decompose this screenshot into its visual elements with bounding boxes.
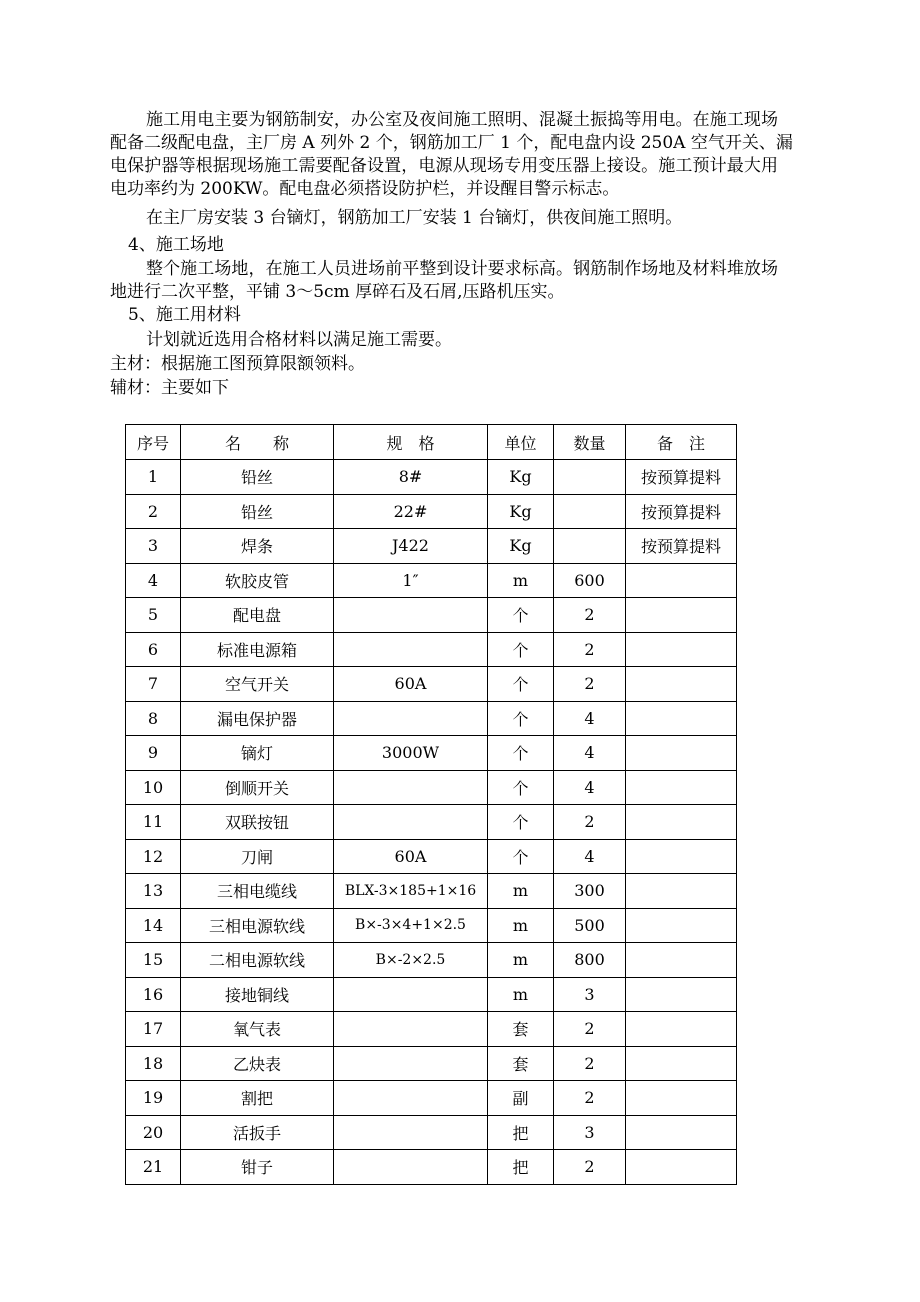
- cell-quantity: 300: [554, 874, 626, 909]
- cell-unit: 个: [488, 632, 554, 667]
- cell-index: 20: [126, 1115, 181, 1150]
- cell-unit: 个: [488, 701, 554, 736]
- cell-index: 1: [126, 460, 181, 495]
- site-paragraph: [110, 258, 778, 304]
- cell-remark: [626, 1046, 737, 1081]
- cell-unit: 个: [488, 839, 554, 874]
- cell-spec: 60A: [334, 839, 488, 874]
- table-row: [126, 908, 737, 943]
- table-row: [126, 1081, 737, 1116]
- cell-remark: [626, 632, 737, 667]
- cell-quantity: 600: [554, 563, 626, 598]
- cell-name: 配电盘: [181, 598, 334, 633]
- cell-quantity: 2: [554, 805, 626, 840]
- cell-unit: 个: [488, 736, 554, 771]
- cell-unit: m: [488, 977, 554, 1012]
- header-quantity: 数量: [554, 425, 626, 460]
- table-row: [126, 770, 737, 805]
- cell-name: 空气开关: [181, 667, 334, 702]
- cell-quantity: 4: [554, 736, 626, 771]
- cell-index: 3: [126, 529, 181, 564]
- cell-remark: [626, 701, 737, 736]
- cell-unit: 副: [488, 1081, 554, 1116]
- table-row: [126, 632, 737, 667]
- table-row: [126, 701, 737, 736]
- cell-spec: 22#: [334, 494, 488, 529]
- cell-remark: 按预算提料: [626, 494, 737, 529]
- cell-index: 2: [126, 494, 181, 529]
- materials-table: [125, 424, 737, 1185]
- cell-name: 乙炔表: [181, 1046, 334, 1081]
- lighting-paragraph: 在主厂房安装 3 台镝灯，钢筋加工厂安装 1 台镝灯，供夜间施工照明。: [146, 208, 683, 228]
- table-row: [126, 943, 737, 978]
- cell-remark: [626, 908, 737, 943]
- cell-unit: 把: [488, 1150, 554, 1185]
- cell-unit: 把: [488, 1115, 554, 1150]
- cell-index: 13: [126, 874, 181, 909]
- cell-index: 15: [126, 943, 181, 978]
- cell-spec: B×-2×2.5: [334, 943, 488, 978]
- cell-index: 10: [126, 770, 181, 805]
- header-spec: 规 格: [334, 425, 488, 460]
- cell-unit: 套: [488, 1046, 554, 1081]
- text-line: 配备二级配电盘，主厂房 A 列外 2 个，钢筋加工厂 1 个，配电盘内设 250A 空气开关、漏: [110, 133, 793, 153]
- table-row: [126, 1046, 737, 1081]
- cell-quantity: [554, 494, 626, 529]
- cell-remark: [626, 1081, 737, 1116]
- table-row: [126, 736, 737, 771]
- cell-unit: m: [488, 943, 554, 978]
- cell-index: 7: [126, 667, 181, 702]
- cell-remark: [626, 770, 737, 805]
- cell-index: 8: [126, 701, 181, 736]
- header-index: 序号: [126, 425, 181, 460]
- cell-index: 11: [126, 805, 181, 840]
- table-row: [126, 460, 737, 495]
- cell-name: 倒顺开关: [181, 770, 334, 805]
- cell-remark: [626, 943, 737, 978]
- cell-remark: 按预算提料: [626, 460, 737, 495]
- cell-remark: [626, 736, 737, 771]
- cell-spec: B×-3×4+1×2.5: [334, 908, 488, 943]
- cell-spec: 3000W: [334, 736, 488, 771]
- cell-quantity: 2: [554, 1012, 626, 1047]
- cell-quantity: 500: [554, 908, 626, 943]
- cell-quantity: 2: [554, 1150, 626, 1185]
- cell-name: 氧气表: [181, 1012, 334, 1047]
- cell-index: 21: [126, 1150, 181, 1185]
- cell-remark: [626, 1115, 737, 1150]
- cell-name: 焊条: [181, 529, 334, 564]
- cell-remark: [626, 1150, 737, 1185]
- table-row: [126, 1012, 737, 1047]
- cell-spec: [334, 598, 488, 633]
- cell-spec: BLX-3×185+1×16: [334, 874, 488, 909]
- cell-remark: [626, 598, 737, 633]
- text-line: 电功率约为 200KW。配电盘必须搭设防护栏，并设醒目警示标志。: [110, 179, 620, 199]
- cell-unit: m: [488, 563, 554, 598]
- cell-quantity: 4: [554, 770, 626, 805]
- cell-quantity: 4: [554, 701, 626, 736]
- cell-remark: [626, 839, 737, 874]
- cell-quantity: 2: [554, 598, 626, 633]
- cell-index: 9: [126, 736, 181, 771]
- cell-spec: [334, 1150, 488, 1185]
- plan-text: 计划就近选用合格材料以满足施工需要。: [146, 330, 452, 350]
- cell-spec: [334, 1115, 488, 1150]
- cell-name: 漏电保护器: [181, 701, 334, 736]
- cell-spec: [334, 632, 488, 667]
- table-row: [126, 494, 737, 529]
- cell-spec: 8#: [334, 460, 488, 495]
- cell-remark: [626, 1012, 737, 1047]
- cell-name: 镝灯: [181, 736, 334, 771]
- main-material-text: 主材：根据施工图预算限额领料。: [110, 354, 365, 374]
- cell-name: 软胶皮管: [181, 563, 334, 598]
- cell-unit: m: [488, 874, 554, 909]
- table-row: [126, 805, 737, 840]
- cell-unit: m: [488, 908, 554, 943]
- header-unit: 单位: [488, 425, 554, 460]
- cell-remark: [626, 874, 737, 909]
- cell-unit: Kg: [488, 494, 554, 529]
- cell-name: 接地铜线: [181, 977, 334, 1012]
- header-remark: 备 注: [626, 425, 737, 460]
- table-row: [126, 1115, 737, 1150]
- cell-index: 19: [126, 1081, 181, 1116]
- cell-quantity: 2: [554, 632, 626, 667]
- cell-quantity: [554, 529, 626, 564]
- text-line: 电保护器等根据现场施工需要配备设置，电源从现场专用变压器上接设。施工预计最大用: [110, 156, 778, 176]
- table-row: [126, 1150, 737, 1185]
- cell-name: 二相电源软线: [181, 943, 334, 978]
- cell-index: 5: [126, 598, 181, 633]
- cell-unit: Kg: [488, 529, 554, 564]
- text-line: 施工用电主要为钢筋制安，办公室及夜间施工照明、混凝土振捣等用电。在施工现场: [146, 110, 778, 130]
- cell-index: 6: [126, 632, 181, 667]
- cell-remark: [626, 805, 737, 840]
- cell-name: 三相电源软线: [181, 908, 334, 943]
- cell-spec: [334, 805, 488, 840]
- cell-quantity: 4: [554, 839, 626, 874]
- cell-index: 16: [126, 977, 181, 1012]
- cell-remark: [626, 563, 737, 598]
- table-row: [126, 874, 737, 909]
- cell-remark: [626, 977, 737, 1012]
- table-row: [126, 977, 737, 1012]
- cell-unit: 套: [488, 1012, 554, 1047]
- header-name: 名 称: [181, 425, 334, 460]
- cell-index: 4: [126, 563, 181, 598]
- cell-quantity: 3: [554, 1115, 626, 1150]
- table-header-row: [126, 425, 737, 460]
- cell-unit: 个: [488, 805, 554, 840]
- cell-quantity: 800: [554, 943, 626, 978]
- cell-spec: [334, 701, 488, 736]
- aux-material-text: 辅材：主要如下: [110, 378, 229, 398]
- cell-name: 标准电源箱: [181, 632, 334, 667]
- cell-remark: [626, 667, 737, 702]
- cell-unit: 个: [488, 667, 554, 702]
- cell-name: 三相电缆线: [181, 874, 334, 909]
- cell-quantity: [554, 460, 626, 495]
- heading-site: 4、施工场地: [128, 235, 224, 255]
- cell-unit: 个: [488, 770, 554, 805]
- cell-unit: 个: [488, 598, 554, 633]
- cell-remark: 按预算提料: [626, 529, 737, 564]
- cell-quantity: 2: [554, 1046, 626, 1081]
- text-line: 整个施工场地，在施工人员进场前平整到设计要求标高。钢筋制作场地及材料堆放场: [146, 259, 778, 279]
- cell-spec: [334, 1012, 488, 1047]
- cell-spec: [334, 770, 488, 805]
- cell-spec: [334, 1046, 488, 1081]
- table-row: [126, 563, 737, 598]
- cell-spec: 1″: [334, 563, 488, 598]
- cell-index: 14: [126, 908, 181, 943]
- cell-spec: J422: [334, 529, 488, 564]
- cell-spec: [334, 1081, 488, 1116]
- cell-name: 刀闸: [181, 839, 334, 874]
- cell-name: 活扳手: [181, 1115, 334, 1150]
- cell-name: 割把: [181, 1081, 334, 1116]
- cell-quantity: 2: [554, 1081, 626, 1116]
- cell-quantity: 2: [554, 667, 626, 702]
- table-row: [126, 667, 737, 702]
- table-row: [126, 598, 737, 633]
- cell-name: 钳子: [181, 1150, 334, 1185]
- cell-index: 18: [126, 1046, 181, 1081]
- table-row: [126, 839, 737, 874]
- cell-name: 铅丝: [181, 460, 334, 495]
- text-line: 地进行二次平整，平铺 3～5cm 厚碎石及石屑,压路机压实。: [110, 282, 565, 302]
- cell-name: 双联按钮: [181, 805, 334, 840]
- cell-name: 铅丝: [181, 494, 334, 529]
- table-row: [126, 529, 737, 564]
- heading-materials: 5、施工用材料: [128, 305, 241, 325]
- cell-unit: Kg: [488, 460, 554, 495]
- cell-quantity: 3: [554, 977, 626, 1012]
- cell-index: 12: [126, 839, 181, 874]
- cell-index: 17: [126, 1012, 181, 1047]
- power-paragraph: [110, 109, 793, 201]
- cell-spec: 60A: [334, 667, 488, 702]
- cell-spec: [334, 977, 488, 1012]
